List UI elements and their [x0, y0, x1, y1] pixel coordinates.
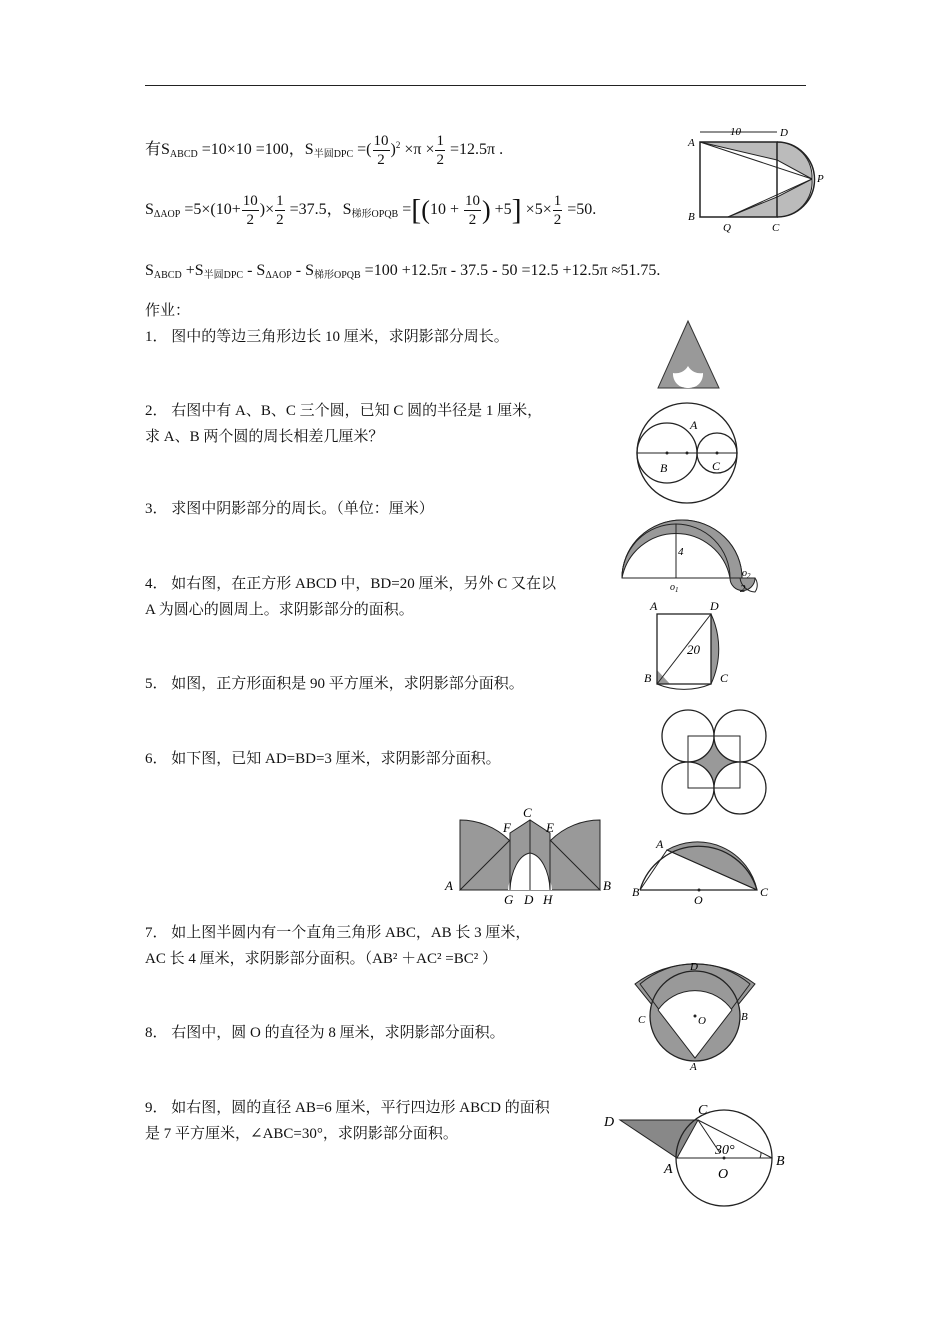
fig3-label-o2: $o_2$ — [742, 568, 751, 580]
formula-line-1: 有$S_{ABCD} =10\times 10 =100$，$S_{半圆DPC}$ =( $\frac{10}{2}$ )$^2$ ×π × $\frac{1}{2}$ =12.5π . — [145, 133, 504, 168]
fig6-label-H: H — [543, 892, 553, 907]
fig4-label-D: D — [710, 599, 719, 613]
figure-four-circles — [660, 708, 770, 818]
fig4-label-B: B — [644, 671, 652, 685]
question-9: 9． 如右图，圆的直径 AB=6 厘米，平行四边形 ABCD 的面积 是 7 平方厘米，∠ABC=30°，求阴影部分面积。 — [145, 1100, 550, 1142]
formula-line-2: $S_{\Delta AOP} =5\times(10+$ $\frac{10}{2}$ )× $\frac{1}{2}$ =37.5，$S_{梯形OPQB} =[(10$ + $\frac{10}{2}$ ) +5] ×5× $\frac{1}{2}$ =50. — [145, 193, 597, 228]
fig0-label-A: A — [688, 137, 695, 149]
fig2-label-A: A — [690, 418, 698, 432]
fig6-label-A: A — [445, 878, 453, 893]
fig7-label-B: B — [632, 885, 640, 899]
fig3-label-4: 4 — [678, 546, 684, 558]
question-3: 3． 求图中阴影部分的周长。（单位：厘米） — [145, 501, 434, 517]
fig7-label-A: A — [656, 837, 664, 851]
fig2-label-B: B — [660, 461, 668, 475]
fig7-label-O: O — [694, 893, 703, 907]
fig9-label-C: C — [698, 1103, 708, 1118]
question-4: 4． 如右图，在正方形 ABCD 中，BD=20 厘米，另外 C 又在以 A 为圆心的圆周上。求阴影部分的面积。 — [145, 576, 556, 618]
fig0-label-B: B — [688, 211, 695, 223]
fig4-label-C: C — [720, 671, 729, 685]
fig8-label-B: B — [741, 1011, 748, 1023]
fig6-label-B: B — [603, 878, 611, 893]
figure-semicircle-ring — [620, 510, 760, 600]
fig6-label-D: D — [524, 892, 534, 907]
question-1: 1． 图中的等边三角形边长 10 厘米，求阴影部分周长。 — [145, 329, 509, 345]
fig0-label-P: P — [817, 173, 824, 185]
figure-quarter-circles — [440, 805, 618, 910]
figure-square-arc — [640, 600, 750, 690]
fig4-label-A: A — [650, 599, 658, 613]
homework-title: 作业： — [145, 303, 191, 319]
fig0-label-Q: Q — [723, 222, 731, 234]
fig4-label-20: 20 — [687, 642, 700, 657]
question-6: 6． 如下图，已知 AD=BD=3 厘米，求阴影部分面积。 — [145, 751, 501, 767]
fig9-label-O: O — [718, 1167, 729, 1182]
figure-square-semicircle — [680, 122, 830, 232]
figure-three-circles — [632, 402, 744, 504]
fig8-label-D: D — [690, 961, 698, 973]
fig6-label-E: E — [546, 820, 554, 835]
fig2-label-C: C — [712, 459, 721, 473]
fig9-label-angle: 30° — [715, 1143, 735, 1158]
figure-circle-sector — [630, 958, 760, 1073]
fig6-label-G: G — [504, 892, 514, 907]
fig9-label-A: A — [664, 1162, 673, 1177]
fig9-label-B: B — [776, 1154, 785, 1169]
question-5: 5． 如图，正方形面积是 90 平方厘米，求阴影部分面积。 — [145, 676, 524, 692]
question-8: 8． 右图中，圆 O 的直径为 8 厘米，求阴影部分面积。 — [145, 1025, 505, 1041]
figure-circle-parallelogram — [600, 1098, 795, 1208]
fig8-label-C: C — [638, 1014, 646, 1026]
fig6-label-F: F — [503, 820, 511, 835]
fig7-label-C: C — [760, 885, 769, 899]
fig0-label-D: D — [780, 127, 788, 139]
fig3-label-o1: $o_1$ — [670, 582, 679, 594]
fig8-label-O: O — [698, 1015, 706, 1027]
fig9-label-D: D — [604, 1115, 615, 1130]
fig0-label-10: 10 — [730, 126, 741, 138]
formula-line-3: $S_{ABCD} +S_{半圆DPC} - S_{\Delta AOP} - S_{梯形OPQB} =100 +12.5\pi - 37.5 - 50 =12.5 +12.5\pi \approx 51.75$. — [145, 262, 661, 281]
fig6-label-C: C — [523, 805, 532, 820]
question-2: 2． 右图中有 A、B、C 三个圆，已知 C 圆的半径是 1 厘米， 求 A、B 两个圆的周长相差几厘米？ — [145, 403, 543, 445]
fig3-label-2: 2 — [740, 583, 746, 595]
question-7: 7． 如上图半圆内有一个直角三角形 ABC，AB 长 3 厘米， AC 长 4 厘米，求阴影部分面积。（AB² ＋AC² =BC² ） — [145, 925, 531, 967]
figure-semicircle-triangle — [630, 830, 780, 910]
header-rule — [145, 85, 806, 86]
fig8-label-A: A — [690, 1061, 697, 1073]
fig0-label-C: C — [772, 222, 780, 234]
figure-equilateral-triangle — [655, 318, 725, 390]
